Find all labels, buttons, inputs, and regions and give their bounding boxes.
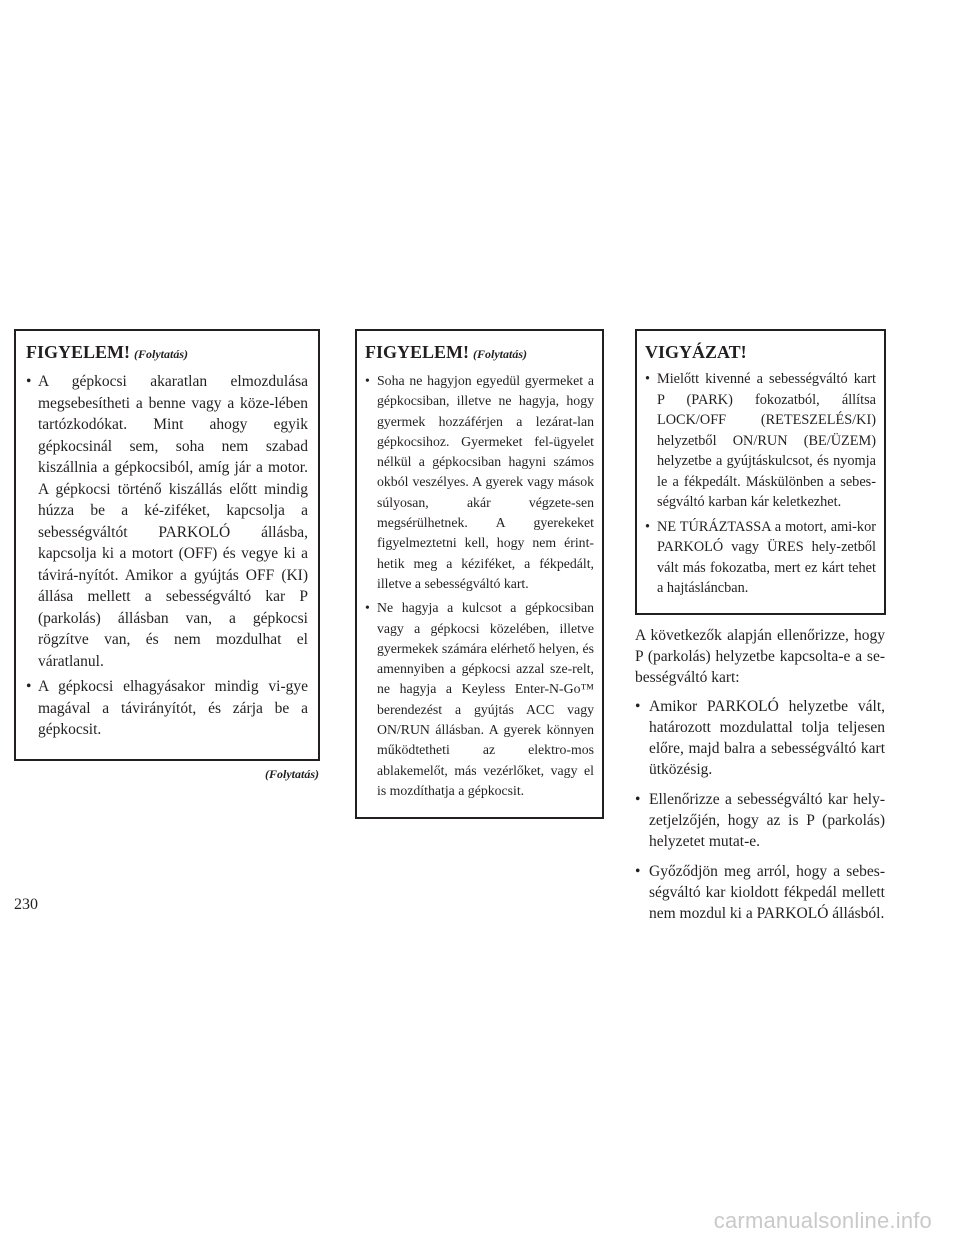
check-list: [635, 696, 885, 924]
warning-subtitle: (Folytatás): [134, 347, 189, 361]
warning-list: [26, 371, 308, 741]
list-item: • Soha ne hagyjon egyedül gyermeket a gépkocsiban, illetve ne hagyja, hogy gyermek hozzáférjen a lezárat-lan gépkocsihoz. Gyermeket fel-ügyelet nélkül a gépkocsiban hagyni számos okból veszélyes. A gyerek vagy mások súlyosan, akár végzete-sen megsérülhetnek. A gyerekeket figyelmeztetni kell, hogy nem érint-hetik meg a kéziféket, a fékpedált, illetve a sebességváltó kart.: [365, 371, 594, 594]
warning-box-2: [355, 329, 604, 819]
warning-box-1: [14, 329, 320, 761]
continued-label: (Folytatás): [265, 766, 319, 781]
list-item: • Ellenőrizze a sebességváltó kar hely-zetjelzőjén, hogy az is P (parkolás) helyzetet mutat-e.: [635, 789, 885, 852]
caution-box: [635, 329, 886, 615]
warning-title: FIGYELEM! (Folytatás): [26, 342, 189, 362]
warning-list: [365, 371, 594, 801]
list-item: • Mielőtt kivenné a sebességváltó kart P (PARK) fokozatból, állítsa LOCK/OFF (RETESZELÉS/KI) helyzetből ON/RUN (BE/ÜZEM) helyzetbe a gyújtáskulcsot, és nyomja le a fékpedált. Máskülönben a sebes-ségváltó karban kár keletkezhet.: [645, 369, 876, 513]
caution-list: [645, 369, 876, 599]
column-1: [14, 329, 319, 782]
list-item: • NE TÚRÁZTASSA a motort, ami-kor PARKOLÓ vagy ÜRES hely-zetből vált más fokozatba, mert ez kárt tehet a hajtásláncban.: [645, 517, 876, 599]
caution-title: VIGYÁZAT!: [645, 342, 747, 362]
list-item: • Győződjön meg arról, hogy a sebes-ségváltó kar kioldott fékpedál mellett nem mozdul ki a PARKOLÓ állásból.: [635, 861, 885, 924]
column-2: [355, 329, 603, 819]
warning-subtitle: (Folytatás): [473, 347, 528, 361]
warning-title: FIGYELEM! (Folytatás): [365, 342, 528, 362]
list-item: • Amikor PARKOLÓ helyzetbe vált, határozott mozdulattal tolja teljesen előre, majd balra a sebességváltó kart ütközésig.: [635, 696, 885, 780]
page-number: 230: [14, 896, 38, 913]
watermark: carmanualsonline.info: [713, 1208, 932, 1233]
list-item: • A gépkocsi elhagyásakor mindig vi-gye magával a távirányítót, és zárja be a gépkocsit.: [26, 676, 308, 741]
list-item: • Ne hagyja a kulcsot a gépkocsiban vagy a gépkocsi közelében, illetve gyermekek számára elérhető helyen, és amennyiben a gépkocsi azzal sze-relt, ne hagyja a Keyless Enter-N-Go™ berendezést a gyújtás ACC vagy ON/RUN állásban. A gyerek könnyen működtetheti az elektro-mos ablakemelőt, más vezérlőket, vagy el is mozdíthatja a gépkocsit.: [365, 598, 594, 801]
column-3: [635, 329, 885, 933]
body-paragraph: A következők alapján ellenőrizze, hogy P (parkolás) helyzetbe kapcsolta-e a se-bességváltó kart:: [635, 626, 885, 686]
list-item: • A gépkocsi akaratlan elmozdulása megsebesítheti a benne vagy a köze-lében tartózkodókat. Mint ahogy egyik gépkocsinál sem, soha nem szabad kiszállnia a gépkocsiból, amíg jár a motor. A gépkocsi történő kiszállás előtt mindig húzza be a ké-ziféket, kapcsolja a sebességváltót PARKOLÓ állásba, kapcsolja ki a motort (OFF) és vegye ki a távirá-nyítót. Amikor a gyújtás OFF (KI) állása mellett a sebességváltó kar P (parkolás) állásban van, a gépkocsi rögzítve van, és nem mozdulhat el váratlanul.: [26, 371, 308, 672]
